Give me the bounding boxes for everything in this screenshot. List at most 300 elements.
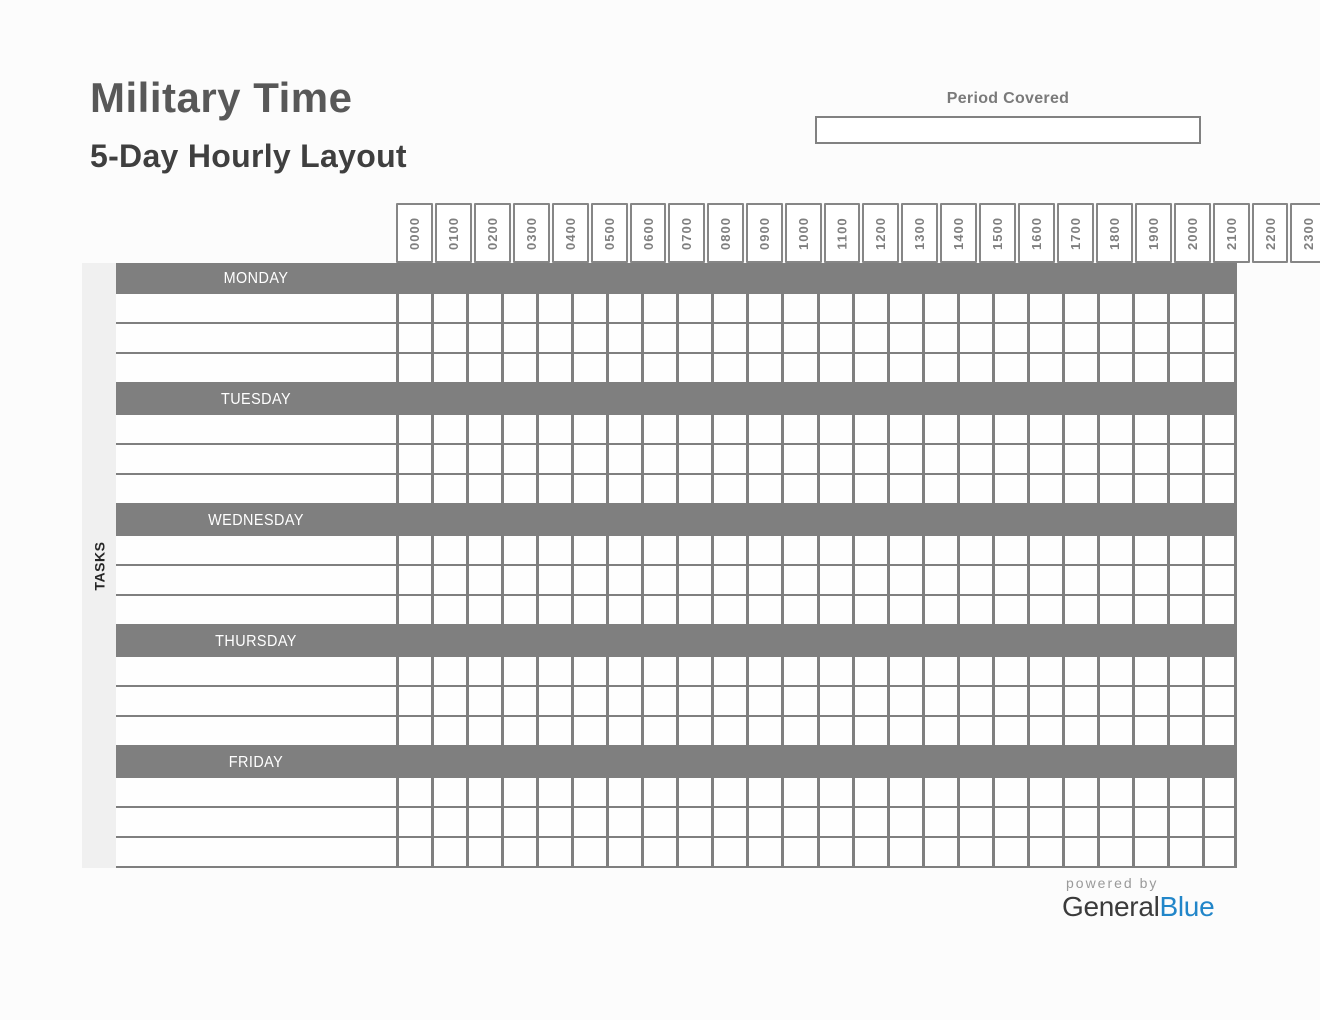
hour-slot-cell[interactable] [887,687,922,715]
hour-slot-cell[interactable] [1132,778,1167,806]
hour-slot-cell[interactable] [1132,324,1167,352]
hour-slot-cell[interactable] [501,294,536,322]
hour-slot-cell[interactable] [1027,596,1062,624]
hour-slot-cell[interactable] [641,778,676,806]
hour-slot-cell[interactable] [431,596,466,624]
hour-slot-cell[interactable] [571,808,606,836]
hour-slot-cell[interactable] [711,657,746,685]
hour-slot-cell[interactable] [852,324,887,352]
hour-slot-cell[interactable] [1132,294,1167,322]
hour-slot-cell[interactable] [852,294,887,322]
hour-slot-cell[interactable] [1167,808,1202,836]
hour-slot-cell[interactable] [922,536,957,564]
hour-slot-cell[interactable] [711,354,746,382]
hour-slot-cell[interactable] [1202,294,1237,322]
hour-slot-cell[interactable] [676,415,711,443]
hour-slot-cell[interactable] [466,687,501,715]
hour-slot-cell[interactable] [1132,687,1167,715]
hour-slot-cell[interactable] [746,324,781,352]
hour-slot-cell[interactable] [746,717,781,745]
hour-slot-cell[interactable] [711,717,746,745]
hour-slot-cell[interactable] [852,657,887,685]
hour-slot-cell[interactable] [431,536,466,564]
hour-slot-cell[interactable] [396,596,431,624]
hour-slot-cell[interactable] [396,415,431,443]
hour-slot-cell[interactable] [922,808,957,836]
hour-slot-cell[interactable] [396,536,431,564]
hour-slot-cell[interactable] [957,687,992,715]
hour-slot-cell[interactable] [571,445,606,473]
hour-slot-cell[interactable] [501,415,536,443]
hour-slot-cell[interactable] [1202,778,1237,806]
hour-slot-cell[interactable] [957,445,992,473]
hour-slot-cell[interactable] [817,566,852,594]
hour-slot-cell[interactable] [536,354,571,382]
hour-slot-cell[interactable] [501,324,536,352]
hour-slot-cell[interactable] [1027,475,1062,503]
hour-slot-cell[interactable] [957,415,992,443]
hour-slot-cell[interactable] [606,294,641,322]
hour-slot-cell[interactable] [781,536,816,564]
hour-slot-cell[interactable] [1097,324,1132,352]
hour-slot-cell[interactable] [1062,596,1097,624]
hour-slot-cell[interactable] [1062,324,1097,352]
hour-slot-cell[interactable] [501,445,536,473]
hour-slot-cell[interactable] [887,808,922,836]
hour-slot-cell[interactable] [571,415,606,443]
hour-slot-cell[interactable] [571,687,606,715]
hour-slot-cell[interactable] [957,596,992,624]
hour-slot-cell[interactable] [536,324,571,352]
hour-slot-cell[interactable] [466,717,501,745]
hour-slot-cell[interactable] [571,294,606,322]
hour-slot-cell[interactable] [887,475,922,503]
hour-slot-cell[interactable] [1202,838,1237,866]
hour-slot-cell[interactable] [1097,778,1132,806]
hour-slot-cell[interactable] [746,354,781,382]
task-name-cell[interactable] [116,838,396,866]
hour-slot-cell[interactable] [1027,838,1062,866]
hour-slot-cell[interactable] [1167,657,1202,685]
hour-slot-cell[interactable] [711,475,746,503]
hour-slot-cell[interactable] [1062,808,1097,836]
hour-slot-cell[interactable] [746,566,781,594]
hour-slot-cell[interactable] [431,808,466,836]
hour-slot-cell[interactable] [571,657,606,685]
hour-slot-cell[interactable] [1167,415,1202,443]
hour-slot-cell[interactable] [676,294,711,322]
hour-slot-cell[interactable] [781,808,816,836]
hour-slot-cell[interactable] [781,354,816,382]
hour-slot-cell[interactable] [396,294,431,322]
hour-slot-cell[interactable] [1167,354,1202,382]
hour-slot-cell[interactable] [852,838,887,866]
hour-slot-cell[interactable] [852,717,887,745]
hour-slot-cell[interactable] [887,838,922,866]
hour-slot-cell[interactable] [922,838,957,866]
hour-slot-cell[interactable] [536,778,571,806]
hour-slot-cell[interactable] [1132,475,1167,503]
hour-slot-cell[interactable] [1027,294,1062,322]
task-name-cell[interactable] [116,536,396,564]
hour-slot-cell[interactable] [466,415,501,443]
task-name-cell[interactable] [116,566,396,594]
hour-slot-cell[interactable] [641,445,676,473]
hour-slot-cell[interactable] [957,294,992,322]
hour-slot-cell[interactable] [606,808,641,836]
hour-slot-cell[interactable] [1132,657,1167,685]
hour-slot-cell[interactable] [852,778,887,806]
hour-slot-cell[interactable] [466,475,501,503]
hour-slot-cell[interactable] [1062,445,1097,473]
hour-slot-cell[interactable] [1027,808,1062,836]
hour-slot-cell[interactable] [781,294,816,322]
hour-slot-cell[interactable] [781,566,816,594]
hour-slot-cell[interactable] [1097,717,1132,745]
hour-slot-cell[interactable] [992,354,1027,382]
hour-slot-cell[interactable] [957,657,992,685]
hour-slot-cell[interactable] [1132,596,1167,624]
hour-slot-cell[interactable] [992,566,1027,594]
hour-slot-cell[interactable] [1132,536,1167,564]
hour-slot-cell[interactable] [746,687,781,715]
hour-slot-cell[interactable] [676,596,711,624]
hour-slot-cell[interactable] [536,657,571,685]
hour-slot-cell[interactable] [466,354,501,382]
hour-slot-cell[interactable] [606,657,641,685]
hour-slot-cell[interactable] [922,687,957,715]
hour-slot-cell[interactable] [606,566,641,594]
hour-slot-cell[interactable] [606,324,641,352]
hour-slot-cell[interactable] [1167,596,1202,624]
hour-slot-cell[interactable] [431,324,466,352]
hour-slot-cell[interactable] [466,536,501,564]
hour-slot-cell[interactable] [1062,294,1097,322]
hour-slot-cell[interactable] [1167,838,1202,866]
hour-slot-cell[interactable] [781,717,816,745]
hour-slot-cell[interactable] [922,354,957,382]
hour-slot-cell[interactable] [1202,687,1237,715]
hour-slot-cell[interactable] [641,717,676,745]
hour-slot-cell[interactable] [957,536,992,564]
hour-slot-cell[interactable] [606,475,641,503]
hour-slot-cell[interactable] [396,354,431,382]
task-name-cell[interactable] [116,294,396,322]
hour-slot-cell[interactable] [641,294,676,322]
hour-slot-cell[interactable] [1062,475,1097,503]
hour-slot-cell[interactable] [1027,445,1062,473]
hour-slot-cell[interactable] [957,324,992,352]
hour-slot-cell[interactable] [852,475,887,503]
hour-slot-cell[interactable] [1202,324,1237,352]
hour-slot-cell[interactable] [992,445,1027,473]
hour-slot-cell[interactable] [711,324,746,352]
hour-slot-cell[interactable] [676,838,711,866]
hour-slot-cell[interactable] [1202,445,1237,473]
hour-slot-cell[interactable] [1097,445,1132,473]
hour-slot-cell[interactable] [992,536,1027,564]
hour-slot-cell[interactable] [1167,536,1202,564]
hour-slot-cell[interactable] [781,324,816,352]
hour-slot-cell[interactable] [711,415,746,443]
hour-slot-cell[interactable] [536,717,571,745]
hour-slot-cell[interactable] [606,778,641,806]
hour-slot-cell[interactable] [396,687,431,715]
hour-slot-cell[interactable] [1132,566,1167,594]
hour-slot-cell[interactable] [746,475,781,503]
hour-slot-cell[interactable] [992,596,1027,624]
hour-slot-cell[interactable] [571,475,606,503]
hour-slot-cell[interactable] [396,778,431,806]
hour-slot-cell[interactable] [1097,294,1132,322]
hour-slot-cell[interactable] [1027,415,1062,443]
hour-slot-cell[interactable] [606,838,641,866]
hour-slot-cell[interactable] [431,445,466,473]
hour-slot-cell[interactable] [571,596,606,624]
hour-slot-cell[interactable] [1202,536,1237,564]
hour-slot-cell[interactable] [571,566,606,594]
task-name-cell[interactable] [116,808,396,836]
hour-slot-cell[interactable] [676,808,711,836]
hour-slot-cell[interactable] [746,808,781,836]
hour-slot-cell[interactable] [781,415,816,443]
hour-slot-cell[interactable] [501,717,536,745]
hour-slot-cell[interactable] [992,324,1027,352]
hour-slot-cell[interactable] [606,687,641,715]
hour-slot-cell[interactable] [1167,324,1202,352]
hour-slot-cell[interactable] [817,536,852,564]
hour-slot-cell[interactable] [852,415,887,443]
hour-slot-cell[interactable] [1202,808,1237,836]
task-name-cell[interactable] [116,596,396,624]
hour-slot-cell[interactable] [571,778,606,806]
hour-slot-cell[interactable] [711,294,746,322]
hour-slot-cell[interactable] [1062,566,1097,594]
hour-slot-cell[interactable] [1167,717,1202,745]
hour-slot-cell[interactable] [1062,536,1097,564]
hour-slot-cell[interactable] [1097,536,1132,564]
hour-slot-cell[interactable] [781,475,816,503]
hour-slot-cell[interactable] [641,687,676,715]
hour-slot-cell[interactable] [676,717,711,745]
hour-slot-cell[interactable] [466,566,501,594]
hour-slot-cell[interactable] [817,657,852,685]
hour-slot-cell[interactable] [641,475,676,503]
hour-slot-cell[interactable] [641,808,676,836]
hour-slot-cell[interactable] [1167,778,1202,806]
hour-slot-cell[interactable] [396,324,431,352]
hour-slot-cell[interactable] [781,838,816,866]
hour-slot-cell[interactable] [922,294,957,322]
hour-slot-cell[interactable] [1097,808,1132,836]
hour-slot-cell[interactable] [922,778,957,806]
hour-slot-cell[interactable] [536,415,571,443]
hour-slot-cell[interactable] [1062,415,1097,443]
hour-slot-cell[interactable] [1167,475,1202,503]
hour-slot-cell[interactable] [887,294,922,322]
hour-slot-cell[interactable] [396,475,431,503]
task-name-cell[interactable] [116,717,396,745]
hour-slot-cell[interactable] [817,475,852,503]
hour-slot-cell[interactable] [781,657,816,685]
hour-slot-cell[interactable] [501,566,536,594]
hour-slot-cell[interactable] [676,475,711,503]
hour-slot-cell[interactable] [1167,294,1202,322]
hour-slot-cell[interactable] [431,778,466,806]
hour-slot-cell[interactable] [1027,324,1062,352]
hour-slot-cell[interactable] [992,838,1027,866]
hour-slot-cell[interactable] [466,808,501,836]
hour-slot-cell[interactable] [431,475,466,503]
hour-slot-cell[interactable] [1132,415,1167,443]
hour-slot-cell[interactable] [781,596,816,624]
hour-slot-cell[interactable] [536,687,571,715]
hour-slot-cell[interactable] [466,445,501,473]
hour-slot-cell[interactable] [1027,536,1062,564]
hour-slot-cell[interactable] [781,687,816,715]
hour-slot-cell[interactable] [466,294,501,322]
hour-slot-cell[interactable] [676,324,711,352]
hour-slot-cell[interactable] [1062,687,1097,715]
hour-slot-cell[interactable] [396,838,431,866]
hour-slot-cell[interactable] [992,778,1027,806]
hour-slot-cell[interactable] [466,324,501,352]
hour-slot-cell[interactable] [817,687,852,715]
hour-slot-cell[interactable] [501,596,536,624]
hour-slot-cell[interactable] [1202,354,1237,382]
hour-slot-cell[interactable] [1202,415,1237,443]
hour-slot-cell[interactable] [396,566,431,594]
hour-slot-cell[interactable] [536,566,571,594]
hour-slot-cell[interactable] [431,657,466,685]
hour-slot-cell[interactable] [711,687,746,715]
hour-slot-cell[interactable] [746,294,781,322]
hour-slot-cell[interactable] [1202,717,1237,745]
hour-slot-cell[interactable] [817,717,852,745]
hour-slot-cell[interactable] [431,294,466,322]
hour-slot-cell[interactable] [641,354,676,382]
hour-slot-cell[interactable] [887,445,922,473]
task-name-cell[interactable] [116,687,396,715]
hour-slot-cell[interactable] [817,778,852,806]
hour-slot-cell[interactable] [1027,566,1062,594]
hour-slot-cell[interactable] [676,657,711,685]
hour-slot-cell[interactable] [606,536,641,564]
hour-slot-cell[interactable] [852,596,887,624]
hour-slot-cell[interactable] [922,445,957,473]
hour-slot-cell[interactable] [817,445,852,473]
hour-slot-cell[interactable] [501,657,536,685]
hour-slot-cell[interactable] [922,566,957,594]
hour-slot-cell[interactable] [957,778,992,806]
hour-slot-cell[interactable] [501,838,536,866]
hour-slot-cell[interactable] [852,536,887,564]
hour-slot-cell[interactable] [641,657,676,685]
hour-slot-cell[interactable] [957,717,992,745]
hour-slot-cell[interactable] [606,596,641,624]
hour-slot-cell[interactable] [641,415,676,443]
hour-slot-cell[interactable] [501,536,536,564]
hour-slot-cell[interactable] [501,808,536,836]
hour-slot-cell[interactable] [817,838,852,866]
hour-slot-cell[interactable] [1027,354,1062,382]
hour-slot-cell[interactable] [1097,687,1132,715]
hour-slot-cell[interactable] [431,717,466,745]
hour-slot-cell[interactable] [536,445,571,473]
hour-slot-cell[interactable] [957,354,992,382]
hour-slot-cell[interactable] [711,778,746,806]
hour-slot-cell[interactable] [466,596,501,624]
hour-slot-cell[interactable] [887,566,922,594]
hour-slot-cell[interactable] [641,596,676,624]
task-name-cell[interactable] [116,324,396,352]
hour-slot-cell[interactable] [817,415,852,443]
hour-slot-cell[interactable] [817,596,852,624]
hour-slot-cell[interactable] [887,717,922,745]
hour-slot-cell[interactable] [746,445,781,473]
hour-slot-cell[interactable] [396,717,431,745]
hour-slot-cell[interactable] [781,445,816,473]
hour-slot-cell[interactable] [781,778,816,806]
hour-slot-cell[interactable] [1062,657,1097,685]
hour-slot-cell[interactable] [606,415,641,443]
hour-slot-cell[interactable] [1062,838,1097,866]
hour-slot-cell[interactable] [641,566,676,594]
hour-slot-cell[interactable] [676,354,711,382]
hour-slot-cell[interactable] [957,566,992,594]
hour-slot-cell[interactable] [501,778,536,806]
hour-slot-cell[interactable] [396,445,431,473]
hour-slot-cell[interactable] [606,717,641,745]
hour-slot-cell[interactable] [887,536,922,564]
hour-slot-cell[interactable] [1202,566,1237,594]
hour-slot-cell[interactable] [887,324,922,352]
hour-slot-cell[interactable] [571,354,606,382]
hour-slot-cell[interactable] [711,566,746,594]
hour-slot-cell[interactable] [501,687,536,715]
hour-slot-cell[interactable] [887,778,922,806]
hour-slot-cell[interactable] [922,475,957,503]
hour-slot-cell[interactable] [1167,566,1202,594]
hour-slot-cell[interactable] [922,324,957,352]
hour-slot-cell[interactable] [887,354,922,382]
hour-slot-cell[interactable] [606,354,641,382]
hour-slot-cell[interactable] [1097,838,1132,866]
hour-slot-cell[interactable] [1097,475,1132,503]
hour-slot-cell[interactable] [466,838,501,866]
hour-slot-cell[interactable] [992,717,1027,745]
hour-slot-cell[interactable] [1097,566,1132,594]
hour-slot-cell[interactable] [501,475,536,503]
hour-slot-cell[interactable] [746,838,781,866]
hour-slot-cell[interactable] [992,415,1027,443]
hour-slot-cell[interactable] [1062,717,1097,745]
hour-slot-cell[interactable] [1027,778,1062,806]
hour-slot-cell[interactable] [992,808,1027,836]
hour-slot-cell[interactable] [1132,717,1167,745]
hour-slot-cell[interactable] [852,566,887,594]
hour-slot-cell[interactable] [922,415,957,443]
hour-slot-cell[interactable] [606,445,641,473]
hour-slot-cell[interactable] [676,778,711,806]
hour-slot-cell[interactable] [1062,354,1097,382]
hour-slot-cell[interactable] [711,445,746,473]
hour-slot-cell[interactable] [431,687,466,715]
hour-slot-cell[interactable] [1062,778,1097,806]
hour-slot-cell[interactable] [1202,475,1237,503]
hour-slot-cell[interactable] [711,838,746,866]
hour-slot-cell[interactable] [852,808,887,836]
